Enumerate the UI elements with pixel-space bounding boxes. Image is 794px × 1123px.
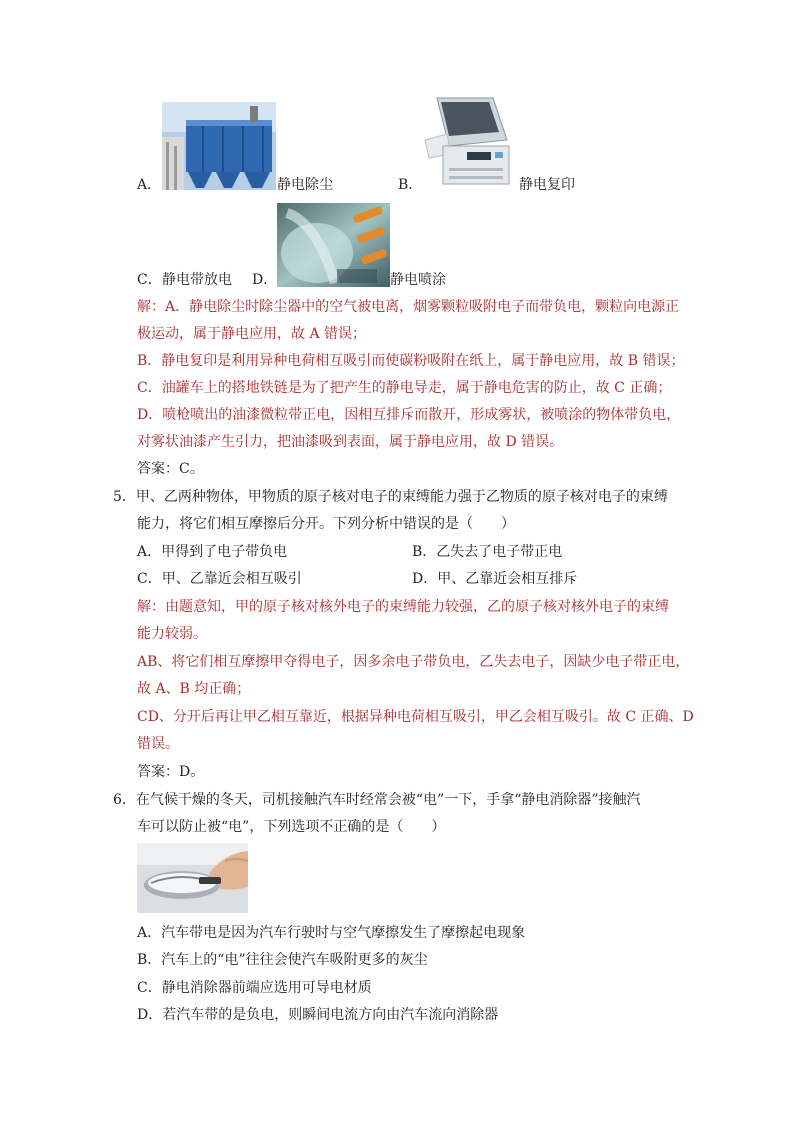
- question-stem: 能力，将它们相互摩擦后分开。下列分析中错误的是（ ）: [137, 516, 515, 532]
- spray-painting-image: [277, 203, 390, 287]
- solution-line: 故 A、B 均正确；: [137, 681, 251, 697]
- option-a: A．甲得到了电子带负电: [137, 544, 288, 560]
- q4-option-b-label: 静电复印: [519, 177, 575, 193]
- solution-line: AB、将它们相互摩擦甲夺得电子，因多余电子带负电，乙失去电子，因缺少电子带正电，: [137, 654, 690, 670]
- q4-option-a-letter: A．: [137, 177, 162, 193]
- question-stem: 6．在气候干燥的冬天，司机接触汽车时经常会被“电”一下，手拿“静电消除器”接触汽: [113, 792, 641, 808]
- solution-line: 极运动，属于静电应用，故 A 错误；: [137, 326, 367, 342]
- option-b: B．乙失去了电子带正电: [412, 544, 563, 560]
- solution-line: 解：由题意知，甲的原子核对核外电子的束缚能力较强，乙的原子核对核外电子的束缚: [137, 599, 669, 615]
- option-c: C．静电消除器前端应选用可导电材质: [137, 980, 372, 996]
- option-d: D．若汽车带的是负电，则瞬间电流方向由汽车流向消除器: [137, 1007, 499, 1023]
- solution-line: C．油罐车上的搭地铁链是为了把产生的静电导走，属于静电危害的防止，故 C 正确；: [137, 380, 672, 396]
- solution-line: 解：A．静电除尘时除尘器中的空气被电离，烟雾颗粒吸附电子而带负电，颗粒向电源正: [137, 299, 680, 315]
- car-door-handle-image: [137, 843, 248, 913]
- question-stem: 车可以防止被“电”，下列选项不正确的是（ ）: [137, 819, 446, 835]
- option-d: D．甲、乙靠近会相互排斥: [412, 571, 578, 587]
- q4-option-c-label: 静电带放电: [162, 272, 232, 288]
- q4-option-b-letter: B．: [398, 177, 423, 193]
- answer: 答案：C。: [137, 461, 204, 477]
- solution-line: CD、分开后再让甲乙相互靠近，根据异种电荷相互吸引，甲乙会相互吸引。故 C 正确、D: [137, 709, 694, 725]
- q4-option-d-letter: D．: [252, 272, 278, 288]
- option-b: B．汽车上的“电”往往会使汽车吸附更多的灰尘: [137, 952, 428, 968]
- answer: 答案：D。: [137, 764, 205, 780]
- solution-line: D．喷枪喷出的油漆微粒带正电，因相互排斥而散开，形成雾状，被喷涂的物体带负电，: [137, 407, 681, 423]
- option-a: A．汽车带电是因为汽车行驶时与空气摩擦发生了摩擦起电现象: [137, 925, 526, 941]
- solution-line: 错误。: [137, 736, 179, 752]
- solution-line: 能力较弱。: [137, 626, 207, 642]
- photocopier-image: [423, 96, 513, 188]
- dust-collector-image: [162, 102, 276, 190]
- q4-option-a-label: 静电除尘: [277, 177, 333, 193]
- question-stem: 5．甲、乙两种物体，甲物质的原子核对电子的束缚能力强于乙物质的原子核对电子的束缚: [113, 489, 668, 505]
- q4-option-d-label: 静电喷涂: [390, 272, 446, 288]
- solution-line: B．静电复印是利用异种电荷相互吸引而使碳粉吸附在纸上，属于静电应用，故 B 错误；: [137, 353, 685, 369]
- solution-line: 对雾状油漆产生引力，把油漆吸到表面，属于静电应用，故 D 错误。: [137, 434, 564, 450]
- q4-option-c: C．: [137, 272, 162, 288]
- option-c: C．甲、乙靠近会相互吸引: [137, 571, 302, 587]
